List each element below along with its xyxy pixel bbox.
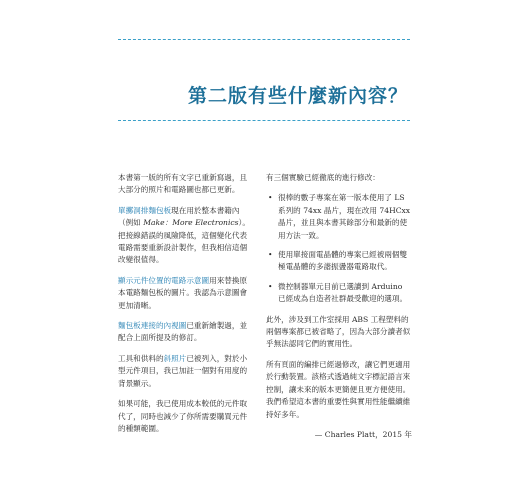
breadboard-highlight: 單擲洞排麵包板 xyxy=(118,205,172,215)
photos-text-1: 工具和供料的 xyxy=(118,353,164,363)
abs-paragraph: 此外，涉及到工作室採用 ABS 工程塑料的兩個專案都已被省略了，因為大部分讀者似乎無法認同它們的實用性。 xyxy=(266,314,411,349)
photos-paragraph xyxy=(118,353,254,390)
author-signature: — Charles Platt，2015 年 xyxy=(314,429,412,439)
list-item xyxy=(266,249,412,274)
bullet-text: 使用單接面電晶體的專案已經被兩個雙極電晶體的多諧振盪器電路取代。 xyxy=(278,250,408,272)
schematic-highlight: 顯示元件位置的電路示意圖 xyxy=(118,275,210,285)
breadboard-text-1: 現在用於整本書籍內（例如 xyxy=(118,205,240,228)
bullet-icon: • xyxy=(268,250,273,260)
layout-paragraph: 所有頁面的編排已經過修改，讓它們更適用於行動裝置。該格式透過純文字標記語言來控制，讓未來的版本更簡便且更方便使用。我們希望這本書的重要性與實用性能繼續維持好多年。 xyxy=(266,359,411,419)
schematic-text: 用來替換原本電路麵包板的圖片。我認為示意圖會更加清晰。 xyxy=(118,275,248,310)
bullet-text: 微控制器單元目前已選讀到 Arduino 已經成為自造者社群最受歡迎的選項。 xyxy=(278,281,408,304)
intro-paragraph: 本書第一版的所有文字已重新寫過，且大部分的照片和電路圖也都已更新。 xyxy=(118,173,248,195)
inner-view-highlight: 麵包板連接的內視圖 xyxy=(118,321,187,331)
top-dashed-rule xyxy=(118,39,410,40)
photos-highlight: 斜照片 xyxy=(163,353,187,363)
title-dashed-rule xyxy=(118,120,410,121)
cost-paragraph: 如果可能，我已使用成本較低的元件取代了，同時也減少了你所需要購買元件的種類範圍。 xyxy=(118,399,248,433)
inner-view-paragraph xyxy=(118,320,254,345)
list-item xyxy=(266,192,412,242)
experiments-intro: 有三個實驗已經徹底的進行修改： xyxy=(266,173,380,182)
breadboard-text-2: ）。把接線錯誤的風險降低，這個變化代表電路需要重新設計製作，但我相信這個改變很值得。 xyxy=(118,218,250,265)
breadboard-paragraph xyxy=(118,205,254,267)
bullet-text: 很棒的數子專案在第一版本使用了 LS 系列的 74xx 晶片，現在改用 74HCxx 晶片，並且與本書其餘部分和最新的使用方法一致。 xyxy=(278,193,411,240)
photos-text-2: 已被列入，對於小型元件項目，我已加註一個對有用度的背景顯示。 xyxy=(118,353,248,388)
book-title-italic: Make：More Electronics xyxy=(143,218,239,228)
bullet-icon: • xyxy=(268,281,273,291)
list-item xyxy=(266,281,412,306)
experiments-list xyxy=(266,192,412,305)
bullet-icon: • xyxy=(268,193,273,203)
inner-view-text: 已重新繪製過，並配合上面所提及的修訂。 xyxy=(118,321,248,343)
right-column xyxy=(266,172,412,449)
page-title: 第二版有些什麼新內容？ xyxy=(187,84,408,107)
left-column xyxy=(118,172,254,443)
schematic-paragraph xyxy=(118,275,254,312)
